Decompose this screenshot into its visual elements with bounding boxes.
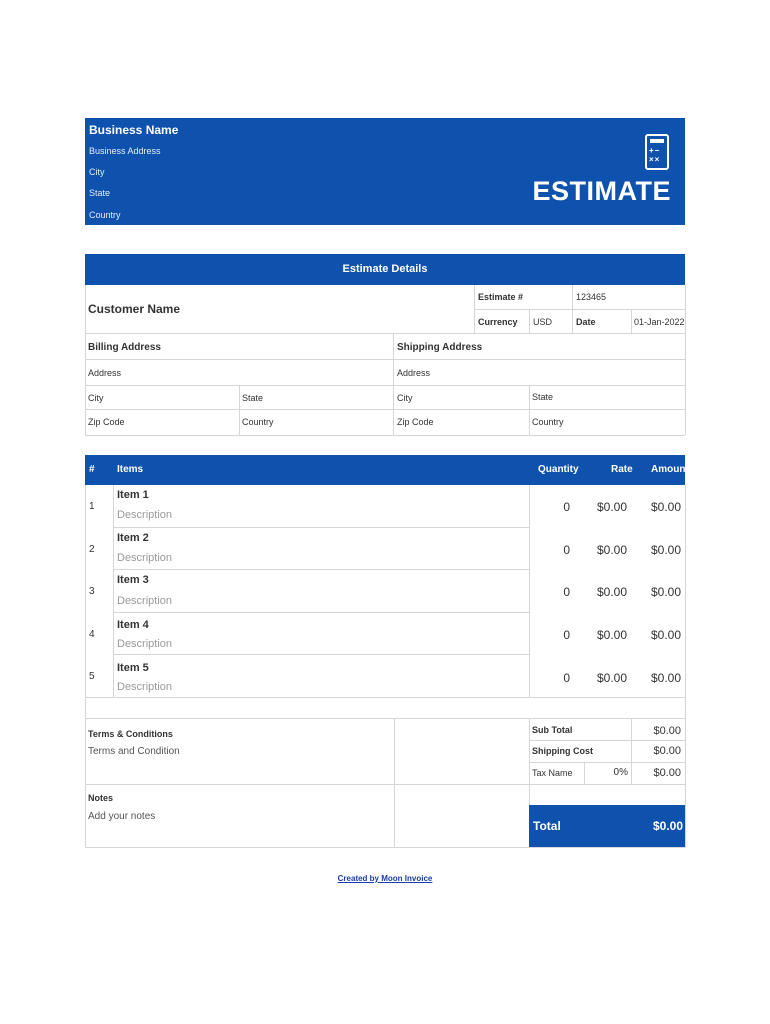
business-header bbox=[85, 118, 685, 225]
customer-name: Customer Name bbox=[88, 302, 181, 316]
item-quantity: 0 bbox=[563, 671, 570, 685]
date-label: Date bbox=[576, 317, 596, 327]
estimate-number: 123465 bbox=[576, 292, 607, 302]
currency-value: USD bbox=[533, 317, 553, 327]
item-name: Item 5 bbox=[117, 662, 149, 674]
subtotal-label: Sub Total bbox=[532, 725, 573, 735]
currency-label: Currency bbox=[478, 317, 518, 327]
subtotal-value: $0.00 bbox=[653, 725, 681, 737]
business-state: State bbox=[89, 188, 111, 198]
col-amount: Amount bbox=[651, 464, 689, 475]
item-amount: $0.00 bbox=[650, 585, 681, 599]
item-number: 2 bbox=[89, 544, 95, 555]
item-description: Description bbox=[117, 681, 173, 693]
tax-value: $0.00 bbox=[653, 767, 681, 779]
shipping-country: Country bbox=[532, 417, 564, 427]
item-name: Item 2 bbox=[117, 532, 149, 544]
item-description: Description bbox=[117, 638, 173, 650]
document-title: ESTIMATE bbox=[532, 176, 671, 206]
item-description: Description bbox=[117, 509, 173, 521]
billing-zip: Zip Code bbox=[88, 417, 125, 427]
notes-text: Add your notes bbox=[88, 811, 156, 822]
item-quantity: 0 bbox=[563, 543, 570, 557]
billing-city: City bbox=[88, 393, 104, 403]
estimate-number-label: Estimate # bbox=[478, 292, 524, 302]
terms-text: Terms and Condition bbox=[88, 746, 180, 757]
tax-rate: 0% bbox=[613, 767, 628, 778]
item-rate: $0.00 bbox=[596, 543, 627, 557]
item-amount: $0.00 bbox=[650, 543, 681, 557]
item-rate: $0.00 bbox=[596, 671, 627, 685]
item-name: Item 1 bbox=[117, 489, 149, 501]
business-address: Business Address bbox=[89, 146, 161, 156]
billing-address-heading: Billing Address bbox=[88, 342, 161, 353]
item-number: 5 bbox=[89, 671, 95, 682]
item-name: Item 4 bbox=[117, 619, 149, 631]
billing-country: Country bbox=[242, 417, 274, 427]
item-rate: $0.00 bbox=[596, 500, 627, 514]
col-items: Items bbox=[117, 464, 144, 475]
item-rate: $0.00 bbox=[596, 628, 627, 642]
item-amount: $0.00 bbox=[650, 628, 681, 642]
item-description: Description bbox=[117, 595, 173, 607]
items-header bbox=[85, 455, 689, 485]
business-city: City bbox=[89, 167, 105, 177]
billing-state: State bbox=[242, 393, 264, 403]
shipping-cost-label: Shipping Cost bbox=[532, 746, 593, 756]
item-quantity: 0 bbox=[563, 628, 570, 642]
shipping-city: City bbox=[397, 393, 413, 403]
estimate-details-heading: Estimate Details bbox=[342, 263, 428, 275]
total-value: $0.00 bbox=[652, 819, 683, 833]
business-name: Business Name bbox=[89, 123, 179, 137]
item-quantity: 0 bbox=[563, 585, 570, 599]
item-amount: $0.00 bbox=[650, 500, 681, 514]
item-number: 4 bbox=[89, 629, 95, 640]
item-rate: $0.00 bbox=[596, 585, 627, 599]
item-number: 3 bbox=[89, 586, 95, 597]
item-amount: $0.00 bbox=[650, 671, 681, 685]
col-quantity: Quantity bbox=[538, 464, 579, 475]
item-number: 1 bbox=[89, 501, 95, 512]
notes-heading: Notes bbox=[88, 793, 114, 803]
terms-heading: Terms & Conditions bbox=[88, 729, 173, 739]
tax-label: Tax Name bbox=[532, 768, 573, 778]
calculator-icon: +− ×× bbox=[645, 134, 669, 170]
item-quantity: 0 bbox=[563, 500, 570, 514]
created-by-link[interactable]: Created by Moon Invoice bbox=[337, 874, 433, 883]
business-country: Country bbox=[89, 210, 121, 220]
shipping-address-heading: Shipping Address bbox=[397, 342, 483, 353]
item-description: Description bbox=[117, 552, 173, 564]
billing-address: Address bbox=[88, 368, 122, 378]
estimate-details-bar bbox=[85, 254, 685, 285]
date-value: 01-Jan-2022 bbox=[634, 317, 685, 327]
col-num: # bbox=[89, 464, 95, 475]
item-name: Item 3 bbox=[117, 574, 149, 586]
total-box bbox=[529, 805, 685, 847]
shipping-zip: Zip Code bbox=[397, 417, 434, 427]
shipping-address: Address bbox=[397, 368, 431, 378]
shipping-cost-value: $0.00 bbox=[653, 745, 681, 757]
col-rate: Rate bbox=[611, 464, 633, 475]
shipping-state: State bbox=[532, 392, 554, 402]
total-label: Total bbox=[533, 819, 561, 833]
